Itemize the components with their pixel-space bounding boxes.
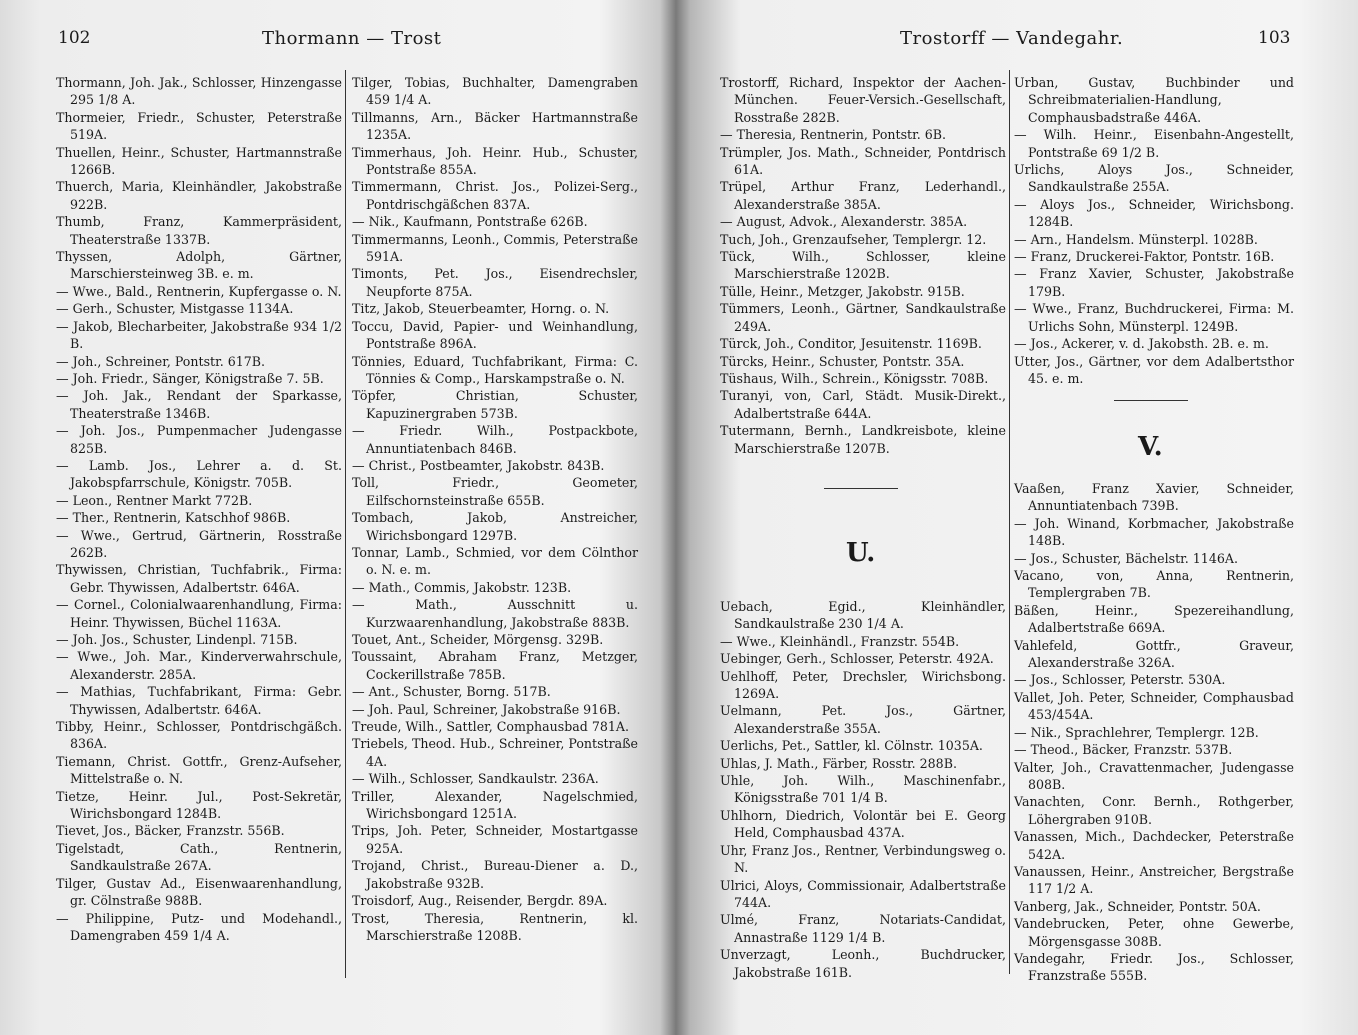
directory-entry: — Math., Ausschnitt u. Kurzwaarenhandlung, Jakobstraße 883B. [352, 597, 638, 630]
directory-entry: — Wwe., Franz, Buchdruckerei, Firma: M. Urlichs Sohn, Münsterpl. 1249B. [1014, 301, 1294, 334]
directory-entry: — Jos., Schlosser, Peterstr. 530A. [1014, 672, 1226, 688]
directory-entry: — Ther., Rentnerin, Katschhof 986B. [56, 510, 291, 526]
directory-entry: — Joh., Schreiner, Pontstr. 617B. [56, 353, 266, 369]
right-column-1-bottom [720, 598, 1006, 981]
directory-entry: Uhr, Franz Jos., Rentner, Verbindungsweg o. N. [720, 842, 1006, 876]
directory-entry: — Joh. Jos., Pumpenmacher Judengasse 825B. [56, 423, 342, 456]
directory-entry: Timmermann, Christ. Jos., Polizei-Serg., Pontdrischgäßchen 837A. [352, 179, 638, 212]
directory-entry: Vanachten, Conr. Bernh., Rothgerber, Löhergraben 910B. [1014, 794, 1294, 827]
directory-entry: — Jakob, Blecharbeiter, Jakobstraße 934 1/2 B. [56, 318, 342, 352]
directory-entry: — Ant., Schuster, Borng. 517B. [352, 684, 551, 700]
directory-entry: Trost, Theresia, Rentnerin, kl. Marschierstraße 1208B. [352, 910, 638, 943]
directory-entry: Uehlhoff, Peter, Drechsler, Wirichsbong. 1269A. [720, 668, 1006, 702]
directory-entry: Trümpler, Jos. Math., Schneider, Pontdrisch 61A. [720, 144, 1006, 178]
directory-entry: Tiemann, Christ. Gottfr., Grenz-Aufseher, Mittelstraße o. N. [56, 753, 342, 787]
directory-entry: Tönnies, Eduard, Tuchfabrikant, Firma: C. Tönnies & Comp., Harskampstraße o. N. [352, 353, 638, 386]
directory-entry: — Jos., Ackerer, v. d. Jakobsth. 2B. e. m. [1014, 336, 1269, 352]
directory-entry: Tillmanns, Arn., Bäcker Hartmannstraße 1235A. [352, 109, 638, 143]
directory-entry: Thormann, Joh. Jak., Schlosser, Hinzengasse 295 1/8 A. [56, 75, 342, 108]
section-separator [824, 488, 898, 489]
directory-entry: Vahlefeld, Gottfr., Graveur, Alexanderstraße 326A. [1014, 637, 1294, 671]
directory-entry: — Leon., Rentner Markt 772B. [56, 492, 253, 508]
directory-entry: Trips, Joh. Peter, Schneider, Mostartgasse 925A. [352, 823, 638, 856]
directory-entry: Tibby, Heinr., Schlosser, Pontdrischgäßch. 836A. [56, 719, 342, 752]
directory-entry: — Nik., Kaufmann, Pontstraße 626B. [352, 214, 588, 230]
directory-entry: — Franz Xavier, Schuster, Jakobstraße 179B. [1014, 266, 1294, 299]
directory-entry: — Lamb. Jos., Lehrer a. d. St. Jakobspfarrschule, Königstr. 705B. [56, 457, 342, 491]
left-page-header [0, 28, 672, 58]
directory-entry: Vanassen, Mich., Dachdecker, Peterstraße 542A. [1014, 829, 1294, 862]
directory-entry: Uhlhorn, Diedrich, Volontär bei E. Georg Held, Comphausbad 437A. [720, 807, 1006, 841]
directory-entry: Vanaussen, Heinr., Anstreicher, Bergstraße 117 1/2 A. [1014, 863, 1294, 897]
directory-entry: Ulrici, Aloys, Commissionair, Adalbertstraße 744A. [720, 877, 1006, 910]
left-column-2 [352, 74, 638, 944]
directory-entry: — Theod., Bäcker, Franzstr. 537B. [1014, 742, 1233, 758]
directory-entry: — Aloys Jos., Schneider, Wirichsbong. 1284B. [1014, 196, 1294, 230]
directory-entry: Tonnar, Lamb., Schmied, vor dem Cölnthor o. N. e. m. [352, 544, 638, 578]
section-separator [1114, 400, 1188, 401]
directory-entry: Tilger, Gustav Ad., Eisenwaarenhandlung, gr. Cölnstraße 988B. [56, 875, 342, 909]
directory-entry: Touet, Ant., Scheider, Mörgensg. 329B. [352, 632, 604, 647]
directory-entry: Trüpel, Arthur Franz, Lederhandl., Alexanderstraße 385A. [720, 179, 1006, 212]
directory-entry: — Philippine, Putz- und Modehandl., Damengraben 459 1/4 A. [56, 910, 342, 943]
running-head: Trostorff — Vandegahr. [900, 28, 1124, 49]
directory-entry: Tigelstadt, Cath., Rentnerin, Sandkaulstraße 267A. [56, 840, 342, 874]
directory-entry: Tilger, Tobias, Buchhalter, Damengraben 459 1/4 A. [352, 75, 638, 108]
directory-entry: Uerlichs, Pet., Sattler, kl. Cölnstr. 1035A. [720, 738, 983, 754]
directory-entry: Urban, Gustav, Buchbinder und Schreibmaterialien-Handlung, Comphausbadstraße 446A. [1014, 75, 1294, 125]
directory-entry: Vanberg, Jak., Schneider, Pontstr. 50A. [1014, 898, 1261, 914]
directory-entry: Toccu, David, Papier- und Weinhandlung, Pontstraße 896A. [352, 318, 638, 352]
directory-entry: Thuerch, Maria, Kleinhändler, Jakobstraße 922B. [56, 179, 342, 212]
directory-entry: — Jos., Schuster, Bächelstr. 1146A. [1014, 550, 1238, 566]
right-column-2-top [1014, 74, 1294, 387]
directory-entry: Tüshaus, Wilh., Schrein., Königsstr. 708B. [720, 370, 989, 386]
directory-entry: Uhle, Joh. Wilh., Maschinenfabr., Königsstraße 701 1/4 B. [720, 773, 1006, 806]
directory-entry: Titz, Jakob, Steuerbeamter, Horng. o. N. [352, 301, 610, 317]
directory-entry: Toll, Friedr., Geometer, Eilfschornsteinstraße 655B. [352, 475, 638, 508]
directory-entry: Türck, Joh., Conditor, Jesuitenstr. 1169B. [720, 336, 982, 352]
directory-entry: Ulmé, Franz, Notariats-Candidat, Annastraße 1129 1/4 B. [720, 912, 1006, 945]
directory-entry: Töpfer, Christian, Schuster, Kapuzinergraben 573B. [352, 388, 638, 421]
directory-entry: Timonts, Pet. Jos., Eisendrechsler, Neupforte 875A. [352, 266, 638, 299]
directory-entry: Tück, Wilh., Schlosser, kleine Marschierstraße 1202B. [720, 249, 1006, 282]
directory-entry: Treude, Wilh., Sattler, Comphausbad 781A. [352, 719, 629, 735]
directory-entry: Timmermanns, Leonh., Commis, Peterstraße 591A. [352, 231, 638, 265]
directory-entry: Triller, Alexander, Nagelschmied, Wirichsbongard 1251A. [352, 788, 638, 822]
left-page [0, 0, 672, 1035]
directory-entry: — Mathias, Tuchfabrikant, Firma: Gebr. Thywissen, Adalbertstr. 646A. [56, 684, 342, 717]
page-number: 102 [58, 28, 91, 48]
directory-entry: — Wwe., Kleinhändl., Franzstr. 554B. [720, 633, 960, 649]
directory-entry: — Franz, Druckerei-Faktor, Pontstr. 16B. [1014, 249, 1275, 265]
directory-entry: — Wilh., Schlosser, Sandkaulstr. 236A. [352, 771, 599, 787]
right-column-1-top [720, 74, 1006, 457]
section-letter-v: V. [1138, 432, 1163, 462]
directory-entry: Bäßen, Heinr., Spezereihandlung, Adalbertstraße 669A. [1014, 602, 1294, 636]
directory-entry: Triebels, Theod. Hub., Schreiner, Pontstraße 4A. [352, 736, 638, 769]
directory-entry: Uhlas, J. Math., Färber, Rosstr. 288B. [720, 755, 957, 771]
directory-entry: — Wwe., Bald., Rentnerin, Kupfergasse o. N. [56, 283, 342, 299]
directory-entry: — Joh. Jos., Schuster, Lindenpl. 715B. [56, 632, 298, 647]
directory-entry: Türcks, Heinr., Schuster, Pontstr. 35A. [720, 353, 965, 369]
directory-entry: — Gerh., Schuster, Mistgasse 1134A. [56, 301, 294, 317]
directory-entry: — Joh. Friedr., Sänger, Königstraße 7. 5B. [56, 370, 324, 386]
directory-entry: Trostorff, Richard, Inspektor der Aachen-München. Feuer-Versich.-Gesellschaft, Rosstraße 282B. [720, 75, 1006, 125]
directory-entry: Tuch, Joh., Grenzaufseher, Templergr. 12. [720, 231, 987, 247]
directory-entry: Tombach, Jakob, Anstreicher, Wirichsbongard 1297B. [352, 510, 638, 543]
running-head: Thormann — Trost [262, 28, 442, 49]
directory-entry: Thormeier, Friedr., Schuster, Peterstraße 519A. [56, 109, 342, 143]
directory-entry: Utter, Jos., Gärtner, vor dem Adalbertsthor 45. e. m. [1014, 353, 1294, 386]
right-column-2-bottom [1014, 480, 1294, 985]
directory-entry: Timmerhaus, Joh. Heinr. Hub., Schuster, Pontstraße 855A. [352, 144, 638, 178]
directory-entry: — Arn., Handelsm. Münsterpl. 1028B. [1014, 231, 1258, 247]
directory-entry: — Friedr. Wilh., Postpackbote, Annuntiatenbach 846B. [352, 423, 638, 456]
directory-entry: Vallet, Joh. Peter, Schneider, Comphausbad 453/454A. [1014, 689, 1294, 723]
directory-entry: Thumb, Franz, Kammerpräsident, Theaterstraße 1337B. [56, 214, 342, 247]
directory-entry: Tümmers, Leonh., Gärtner, Sandkaulstraße 249A. [720, 301, 1006, 334]
directory-entry: Urlichs, Aloys Jos., Schneider, Sandkaulstraße 255A. [1014, 162, 1294, 195]
directory-entry: Thuellen, Heinr., Schuster, Hartmannstraße 1266B. [56, 144, 342, 178]
column-rule [1009, 70, 1010, 974]
directory-entry: — Wwe., Joh. Mar., Kinderverwahrschule, Alexanderstr. 285A. [56, 649, 342, 682]
directory-entry: Thyssen, Adolph, Gärtner, Marschiersteinweg 3B. e. m. [56, 249, 342, 282]
directory-entry: — Cornel., Colonialwaarenhandlung, Firma: Heinr. Thywissen, Büchel 1163A. [56, 597, 342, 630]
page-number: 103 [1258, 28, 1291, 48]
directory-entry: Vandegahr, Friedr. Jos., Schlosser, Franzstraße 555B. [1014, 950, 1294, 984]
directory-entry: Tievet, Jos., Bäcker, Franzstr. 556B. [56, 823, 285, 839]
column-rule [345, 70, 346, 978]
directory-entry: Unverzagt, Leonh., Buchdrucker, Jakobstraße 161B. [720, 947, 1006, 980]
directory-entry: — Joh. Winand, Korbmacher, Jakobstraße 148B. [1014, 515, 1294, 549]
directory-entry: Thywissen, Christian, Tuchfabrik., Firma: Gebr. Thywissen, Adalbertstr. 646A. [56, 562, 342, 595]
directory-entry: Vacano, von, Anna, Rentnerin, Templergraben 7B. [1014, 568, 1294, 601]
directory-entry: Valter, Joh., Cravattenmacher, Judengasse 808B. [1014, 759, 1294, 792]
directory-entry: — Joh. Paul, Schreiner, Jakobstraße 916B. [352, 701, 621, 717]
right-page [686, 0, 1358, 1035]
directory-entry: Uelmann, Pet. Jos., Gärtner, Alexanderstraße 355A. [720, 703, 1006, 736]
directory-entry: — Christ., Postbeamter, Jakobstr. 843B. [352, 457, 605, 473]
directory-entry: Toussaint, Abraham Franz, Metzger, Cockerillstraße 785B. [352, 649, 638, 682]
directory-entry: Turanyi, von, Carl, Städt. Musik-Direkt., Adalbertstraße 644A. [720, 388, 1006, 421]
directory-entry: Uebinger, Gerh., Schlosser, Peterstr. 492A. [720, 651, 994, 667]
directory-entry: — Wilh. Heinr., Eisenbahn-Angestellt, Pontstraße 69 1/2 B. [1014, 127, 1294, 160]
left-column-1 [56, 74, 342, 944]
directory-entry: — Nik., Sprachlehrer, Templergr. 12B. [1014, 724, 1259, 740]
directory-entry: Vandebrucken, Peter, ohne Gewerbe, Mörgensgasse 308B. [1014, 916, 1294, 949]
directory-entry: — Theresia, Rentnerin, Pontstr. 6B. [720, 127, 947, 143]
directory-entry: — Math., Commis, Jakobstr. 123B. [352, 579, 572, 595]
directory-entry: — August, Advok., Alexanderstr. 385A. [720, 214, 968, 230]
directory-entry: Trojand, Christ., Bureau-Diener a. D., Jakobstraße 932B. [352, 858, 638, 891]
directory-entry: Tietze, Heinr. Jul., Post-Sekretär, Wirichsbongard 1284B. [56, 788, 342, 822]
directory-entry: Uebach, Egid., Kleinhändler, Sandkaulstraße 230 1/4 A. [720, 599, 1006, 632]
right-page-header [686, 28, 1358, 58]
section-letter-u: U. [846, 538, 876, 568]
directory-entry: Troisdorf, Aug., Reisender, Bergdr. 89A. [352, 893, 608, 909]
directory-entry: — Wwe., Gertrud, Gärtnerin, Rosstraße 262B. [56, 527, 342, 560]
directory-entry: Tülle, Heinr., Metzger, Jakobstr. 915B. [720, 283, 965, 299]
directory-entry: Tutermann, Bernh., Landkreisbote, kleine Marschierstraße 1207B. [720, 423, 1006, 456]
directory-entry: — Joh. Jak., Rendant der Sparkasse, Theaterstraße 1346B. [56, 388, 342, 421]
directory-entry: Vaaßen, Franz Xavier, Schneider, Annuntiatenbach 739B. [1014, 481, 1294, 514]
